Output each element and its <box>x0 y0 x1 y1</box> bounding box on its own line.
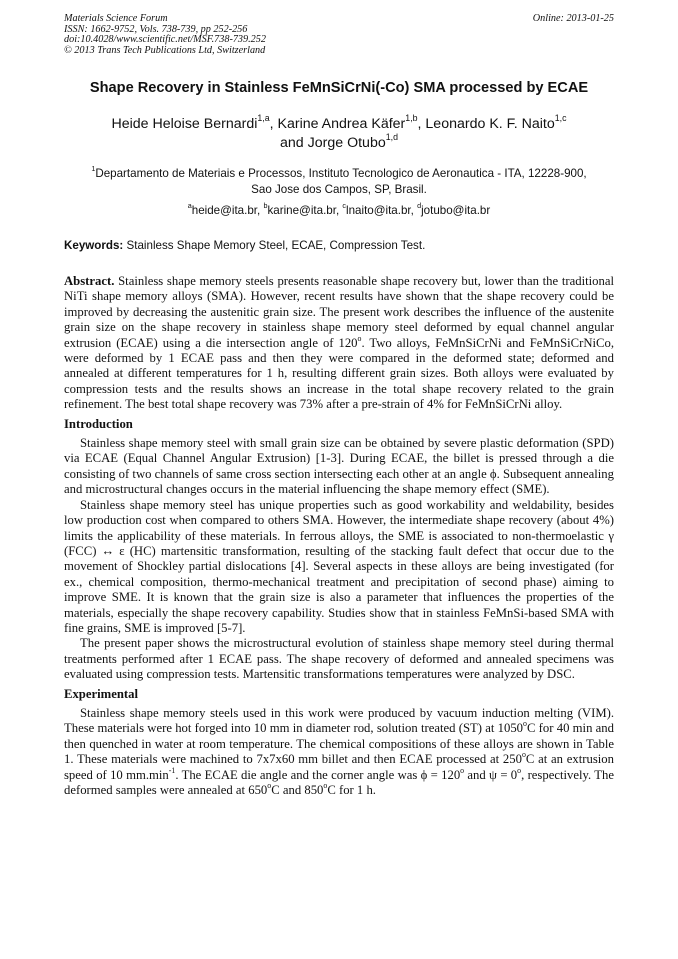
affiliation-sup: 1 <box>91 164 96 174</box>
email-list: $^a$heide@ita.br, $^b$karine@ita.br, $^c$lnaito@ita.br, $^d$jotubo@ita.br <box>187 201 491 217</box>
affiliation-line: Departamento de Materiais e Processos, Instituto Tecnologico de Aeronautica - ITA, 12228-900, <box>95 167 587 180</box>
exp-text: . The ECAE die angle and the corner angle was ϕ = 120 <box>175 767 461 782</box>
affiliation-line: Sao Jose dos Campos, SP, Brasil. <box>251 182 427 196</box>
email-address[interactable]: karine@ita.br <box>267 204 336 217</box>
email-sup: a <box>187 201 192 211</box>
exp-text: C at an extrusion speed of 10 mm.min <box>64 752 614 782</box>
degree-sup: o <box>521 750 526 760</box>
author-sup: 1,a <box>257 113 270 124</box>
email-address[interactable]: heide@ita.br <box>191 204 258 217</box>
journal-name: Materials Science Forum <box>64 13 168 24</box>
degree-sup: o <box>357 333 362 343</box>
intro-paragraph: Stainless shape memory steel with small grain size can be obtained by severe plastic deformation (SPD) via ECAE (Equal Channel Angular Extrusion) [1-3]. During ECAE, the billet is pressed through a die consisting of two channels of same cross section intersecting each other at an angle ϕ. Subsequent annealing and microstructural changes occurs in the material influencing the shape memory effect (SME). <box>64 436 614 497</box>
keywords-text: Stainless Shape Memory Steel, ECAE, Compression Test. <box>126 239 426 252</box>
author-name: Leonardo K. F. Naito <box>425 116 555 132</box>
email-sup: b <box>263 201 268 211</box>
author-name: Jorge Otubo <box>307 135 386 151</box>
exp-text: and ψ = 0 <box>464 767 518 782</box>
author-conjunction: and <box>280 135 304 151</box>
abstract-text: . Two alloys, FeMnSiCrNi and FeMnSiCrNiCo, were deformed by 1 ECAE pass and then they were compared in the deformed state; deformed and annealed at different temperatures for 1 h, resulting different grain sizes. Both alloys were evaluated by compression tests and the results shows an increase in the total shape recovery related to the grain refinement. The best total shape recovery was 73% after a pre-strain of 4% for FeMnSiCrNi alloy. <box>64 335 614 412</box>
author-sup: 1,c <box>554 113 567 124</box>
abstract-label: Abstract. <box>64 274 115 288</box>
page-header <box>64 14 614 56</box>
exp-text: C for 1 h. <box>327 783 376 797</box>
affiliation <box>64 166 614 197</box>
intro-paragraph: The present paper shows the microstructural evolution of stainless shape memory steel during thermal treatments performed after 1 ECAE pass. The shape recovery of deformed and annealed specimens was evaluated using compression tests. Martensitic transformations temperatures were analyzed by DSC. <box>64 636 614 682</box>
author-sup: 1,b <box>405 113 418 124</box>
author-name: Heide Heloise Bernardi <box>111 116 258 132</box>
degree-sup: o <box>517 765 522 775</box>
journal-info <box>64 14 614 56</box>
unit-sup: -1 <box>168 765 176 775</box>
author-list: Heide Heloise Bernardi$^{1,a}$, Karine Andrea Käfer$^{1,b}$, Leonardo K. F. Naito$^{1,c}$ and Jorge Otubo$^{1,d}$ <box>111 113 567 151</box>
email-address[interactable]: lnaito@ita.br <box>346 204 411 217</box>
email-sup: c <box>342 201 347 211</box>
degree-sup: o <box>460 765 465 775</box>
email-address[interactable]: jotubo@ita.br <box>421 204 491 217</box>
exp-text: , respectively. The deformed samples were annealed at 650 <box>64 767 615 797</box>
keywords <box>64 239 614 252</box>
intro-paragraph: Stainless shape memory steel has unique properties such as good workability and weldability, besides low production cost when compared to others SMA. However, the intermediate shape recovery (about 4%) limits the applicability of these materials. In ferrous alloys, the SME is associated to non-thermoelastic γ (FCC) ↔ ε (HC) martensitic transformation, resulting of the stacking fault defect that occur due to the movement of Shockley partial dislocations [4]. Several aspects in these alloys are being investigated (for ex., chemical composition, thermo-mechanical treatment and precipitation of second phase) aiming to improve SME. It is known that the grain size is also a parameter that influences the properties of the materials, especially the shape recovery capability. Studies show that in stainless FeMnSi-based SMA with fine grains, SME is improved [5-7]. <box>64 497 614 635</box>
author-sup: 1,d <box>385 132 398 143</box>
exp-text: C and 850 <box>271 783 324 797</box>
degree-sup: o <box>523 719 527 729</box>
paper-body <box>64 274 614 798</box>
section-heading-experimental: Experimental <box>64 686 139 701</box>
abstract-text: Stainless shape memory steels presents reasonable shape recovery but, lower than the traditional NiTi shape memory alloys (SMA). However, recent results have shown that the shape recovery could be improved by decreasing the austenitic grain size. The present work describes the influence of the austenite grain size on the shape recovery in stainless shape memory steel deformed by equal channel angular extrusion (ECAE) using a die intersection angle of 120 <box>64 274 615 350</box>
online-date: Online: 2013-01-25 <box>532 13 614 24</box>
issn-line: ISSN: 1662-9752, Vols. 738-739, pp 252-256 <box>64 23 248 35</box>
author-name: Karine Andrea Käfer <box>277 116 406 132</box>
degree-sup: o <box>267 780 272 790</box>
experimental-paragraph <box>64 706 614 798</box>
email-sup: d <box>417 201 422 211</box>
keywords-label: Keywords: <box>64 239 124 252</box>
degree-sup: o <box>323 780 328 790</box>
exp-text: C for 40 min and then quenched in water at room temperature. The chemical compositions of these alloys are shown in Table 1. These materials were machined to 7x7x60 mm billet and then ECAE processed at 250 <box>64 721 614 767</box>
copyright-line: © 2013 Trans Tech Publications Ltd, Switzerland <box>64 44 266 56</box>
doi-line[interactable]: doi:10.4028/www.scientific.net/MSF.738-739.252 <box>64 34 266 45</box>
abstract-paragraph <box>64 274 614 413</box>
section-heading-introduction: Introduction <box>64 416 133 431</box>
paper-title: Shape Recovery in Stainless FeMnSiCrNi(-Co) SMA processed by ECAE <box>89 80 589 96</box>
exp-text: Stainless shape memory steels used in this work were produced by vacuum induction melting (VIM). These materials were hot forged into 10 mm in diameter rod, solution treated (ST) at 1050 <box>64 705 614 736</box>
